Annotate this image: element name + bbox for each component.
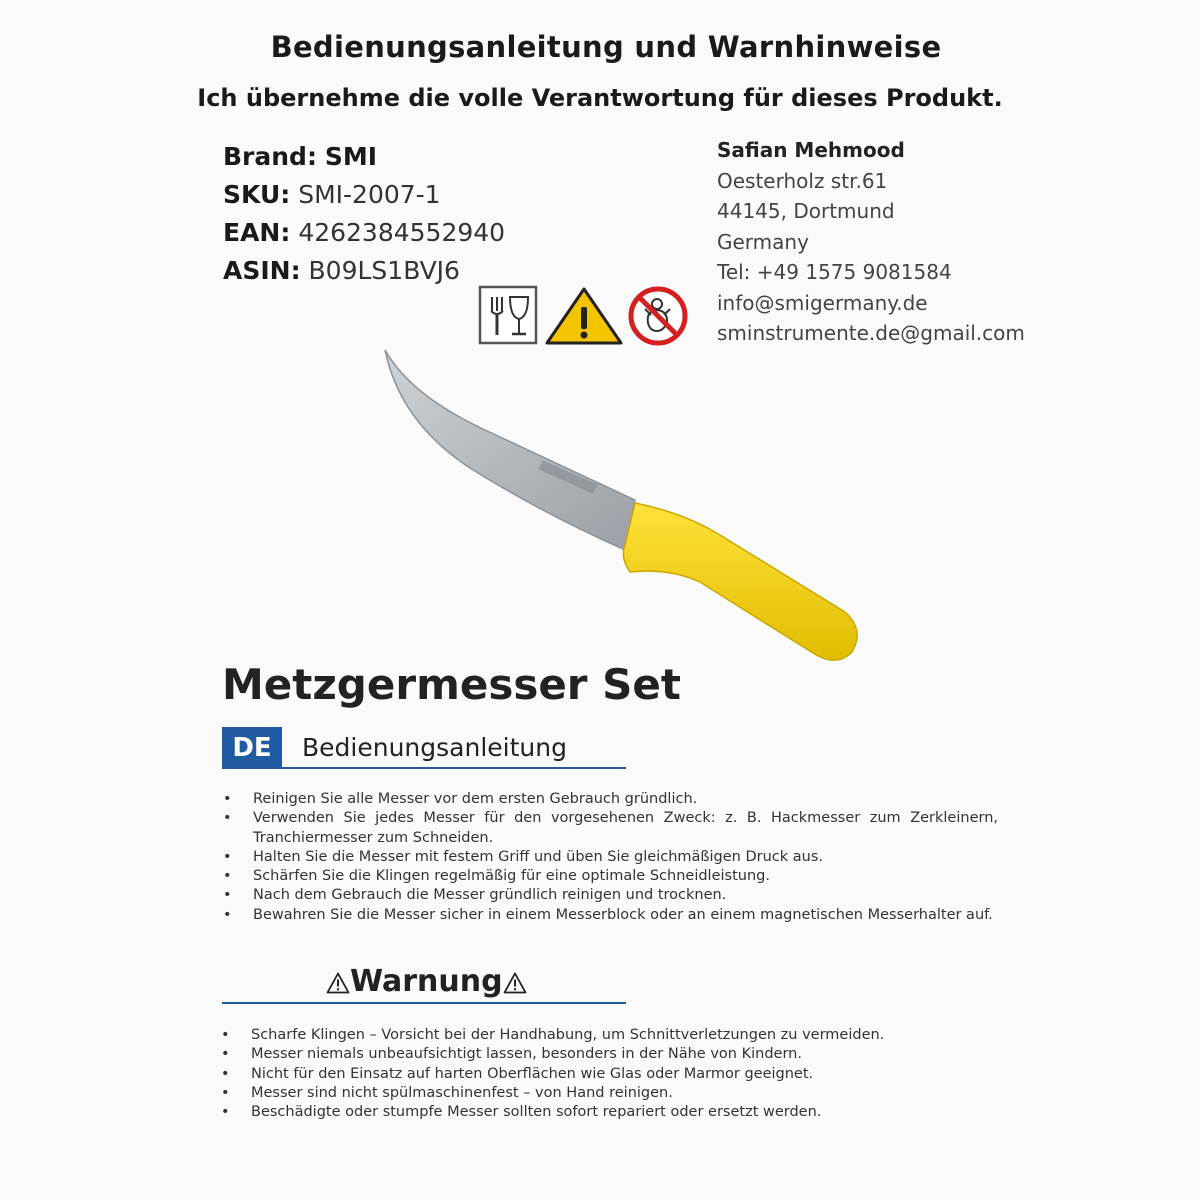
contact-name: Safian Mehmood xyxy=(717,138,905,162)
ean-label: EAN: xyxy=(223,218,291,247)
list-item: • Verwenden Sie jedes Messer für den vorgesehenen Zweck: z. B. Hackmesser zum Zerkleinern, Tranchiermesser zum Schneiden. xyxy=(223,809,998,848)
ean-value: 4262384552940 xyxy=(298,218,506,247)
sku-row xyxy=(223,176,505,214)
list-item: • Reinigen Sie alle Messer vor dem ersten Gebrauch gründlich. xyxy=(223,790,998,809)
warning-section-header xyxy=(222,962,626,1008)
warning-heading: Warnung xyxy=(350,964,503,999)
usage-heading: Bedienungsanleitung xyxy=(302,733,567,762)
contact-block xyxy=(717,135,1025,349)
language-badge: DE xyxy=(222,727,282,769)
product-info xyxy=(223,138,505,290)
warning-title xyxy=(326,964,527,999)
asin-row xyxy=(223,252,505,290)
contact-country: Germany xyxy=(717,229,809,254)
usage-section-header xyxy=(222,725,626,771)
warning-divider xyxy=(222,1002,626,1004)
knife-blade xyxy=(385,350,635,550)
list-item: • Nicht für den Einsatz auf harten Oberflächen wie Glas oder Marmor geeignet. xyxy=(221,1065,1001,1084)
brand-value: SMI xyxy=(324,142,378,171)
sku-label: SKU: xyxy=(223,180,291,209)
usage-list xyxy=(223,790,998,925)
brand-row xyxy=(223,138,505,176)
brand-label: Brand: xyxy=(223,142,317,171)
contact-phone: Tel: +49 1575 9081584 xyxy=(717,260,952,284)
contact-street: Oesterholz str.61 xyxy=(717,168,888,193)
knife-image xyxy=(370,340,870,670)
contact-email: info@smigermany.de xyxy=(717,290,928,315)
list-item: • Halten Sie die Messer mit festem Griff und üben Sie gleichmäßigen Druck aus. xyxy=(223,848,998,867)
list-item: • Beschädigte oder stumpfe Messer sollten sofort repariert oder ersetzt werden. xyxy=(221,1103,1001,1122)
list-item: • Nach dem Gebrauch die Messer gründlich reinigen und trocknen. xyxy=(223,886,998,905)
page-title: Bedienungsanleitung und Warnhinweise xyxy=(270,30,942,64)
list-item: • Scharfe Klingen – Vorsicht bei der Handhabung, um Schnittverletzungen zu vermeiden. xyxy=(221,1026,1001,1045)
list-item: • Messer sind nicht spülmaschinenfest – von Hand reinigen. xyxy=(221,1084,1001,1103)
warning-icon xyxy=(326,972,350,994)
warning-triangle-icon xyxy=(547,289,621,343)
warning-list xyxy=(221,1026,1001,1122)
list-item: • Schärfen Sie die Klingen regelmäßig für eine optimale Schneidleistung. xyxy=(223,867,998,886)
contact-email-secondary: sminstrumente.de@gmail.com xyxy=(717,321,1025,345)
set-title: Metzgermesser Set xyxy=(222,660,681,709)
warning-icon xyxy=(503,972,527,994)
usage-divider xyxy=(282,767,626,769)
ean-row xyxy=(223,214,505,252)
list-item: • Messer niemals unbeaufsichtigt lassen, besonders in der Nähe von Kindern. xyxy=(221,1045,1001,1064)
asin-value: B09LS1BVJ6 xyxy=(308,256,460,285)
safety-icons xyxy=(478,285,698,347)
food-safe-icon xyxy=(480,287,536,343)
page-subtitle: Ich übernehme die volle Verantwortung für dieses Produkt. xyxy=(197,84,1003,112)
contact-city: 44145, Dortmund xyxy=(717,199,895,223)
sku-value: SMI-2007-1 xyxy=(298,180,441,209)
asin-label: ASIN: xyxy=(223,256,301,285)
knife-handle xyxy=(623,503,857,660)
list-item: • Bewahren Sie die Messer sicher in einem Messerblock oder an einem magnetischen Messerhalter auf. xyxy=(223,906,998,925)
no-children-icon xyxy=(631,289,685,343)
